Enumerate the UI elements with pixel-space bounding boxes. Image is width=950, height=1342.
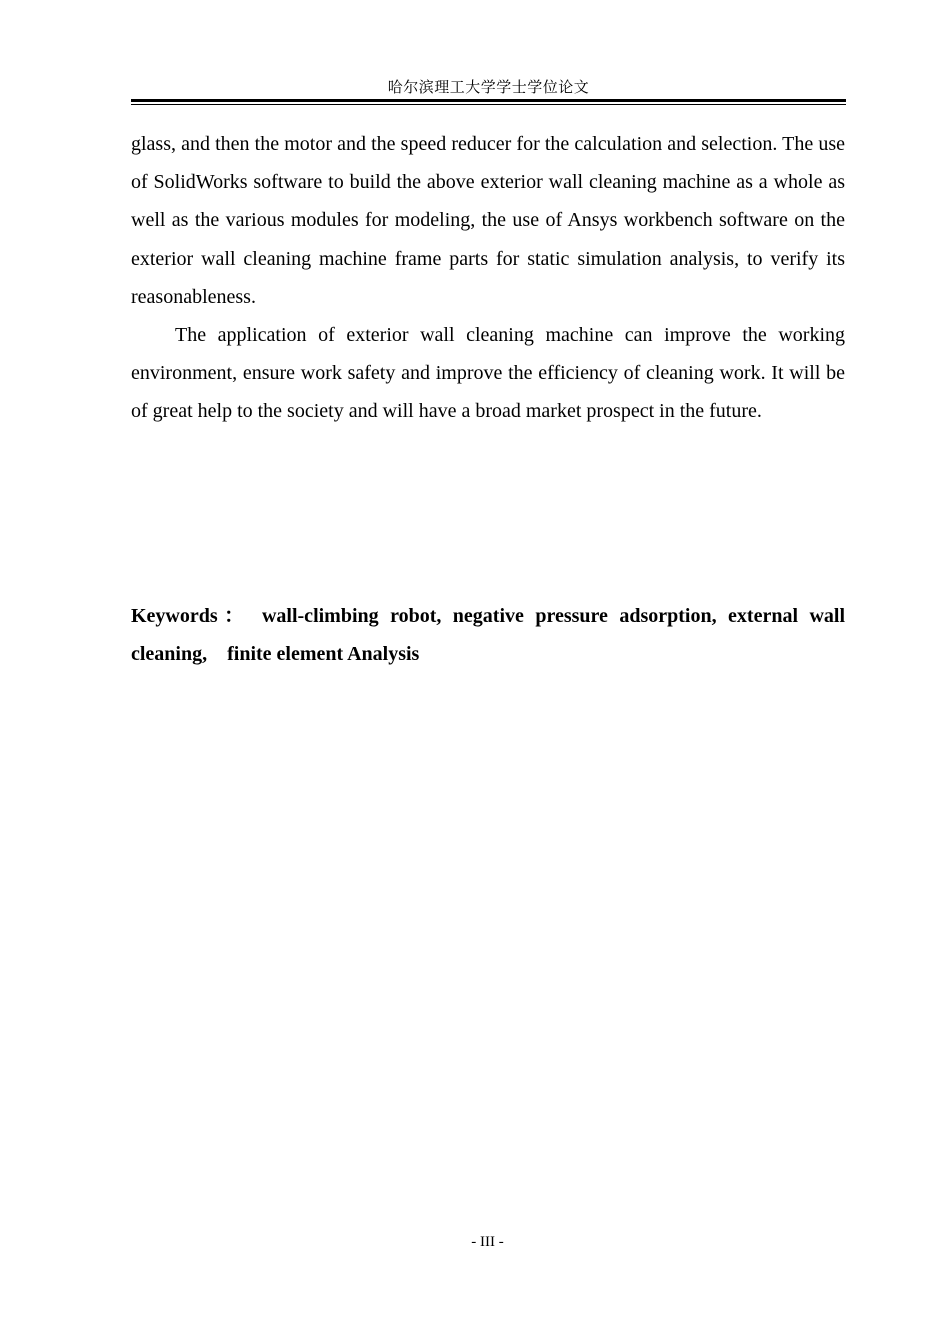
header-rule-thin: [131, 104, 846, 105]
keywords-text: wall-climbing robot, negative pressure adsorption, external wall cleaning, finite element Analysis: [131, 605, 845, 666]
page-number: - III -: [471, 1234, 504, 1250]
abstract-paragraph: The application of exterior wall cleaning machine can improve the working environment, ensure work safety and improve the efficiency of cleaning work. It will be of great help to the society and will have a broad market prospect in the future.: [131, 324, 845, 423]
running-header: 哈尔滨理工大学学士学位论文: [387, 80, 590, 96]
abstract-body: [131, 125, 845, 431]
header-rule-thick: [131, 99, 846, 102]
abstract-paragraph-continued: glass, and then the motor and the speed reducer for the calculation and selection. The use of SolidWorks software to build the above exterior wall cleaning machine as a whole as well as the various modules for modeling, the use of Ansys workbench software on the exterior wall cleaning machine frame parts for static simulation analysis, to verify its reasonableness.: [131, 133, 845, 308]
keywords-label: Keywords：: [131, 605, 251, 627]
keywords-section: [131, 597, 845, 673]
